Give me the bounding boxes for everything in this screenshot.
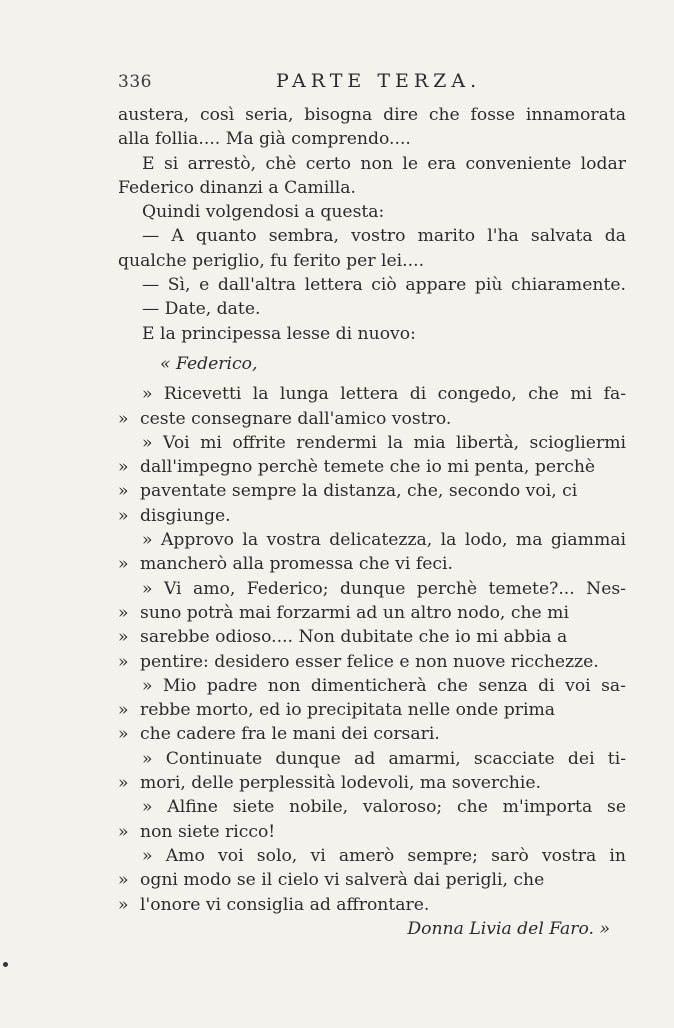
text-line: alla follia.... Ma già comprendo.... <box>118 129 411 150</box>
margin-quote: » <box>118 870 129 891</box>
margin-quote: » <box>118 481 129 502</box>
text-line: qualche periglio, fu ferito per lei.... <box>118 250 425 271</box>
book-page <box>118 70 626 941</box>
letter-line: » Voi mi offrite rendermi la mia libertà, sciogliermi <box>142 432 626 453</box>
letter-line <box>118 722 626 746</box>
letter-line-text: suno potrà mai forzarmi ad un altro nodo, che mi <box>140 602 569 623</box>
letter-line <box>118 868 626 892</box>
letter-line-text: mori, delle perplessità lodevoli, ma soverchie. <box>140 773 542 794</box>
margin-quote: » <box>118 602 129 623</box>
letter-line-text: ceste consegnare dall'amico vostro. <box>140 408 452 429</box>
letter-line <box>118 650 626 674</box>
text-line: E si arrestò, chè certo non le era conveniente lodar <box>142 153 626 174</box>
letter-line <box>118 504 626 528</box>
margin-quote: » <box>118 505 129 526</box>
letter-line: » Mio padre non dimenticherà che senza di voi sa- <box>142 675 626 696</box>
margin-quote: » <box>118 457 129 478</box>
page-header <box>118 70 626 98</box>
letter-line-text: l'onore vi consiglia ad affrontare. <box>140 894 430 915</box>
letter-line <box>118 625 626 649</box>
margin-quote: » <box>118 408 129 429</box>
margin-quote: » <box>118 894 129 915</box>
letter-line-text: mancherò alla promessa che vi feci. <box>140 554 453 575</box>
text-line: Federico dinanzi a Camilla. <box>118 177 356 198</box>
letter-line <box>118 407 626 431</box>
letter-line-text: sarebbe odioso.... Non dubitate che io mi abbia a <box>140 627 568 648</box>
letter-line <box>118 552 626 576</box>
letter-line-text: ogni modo se il cielo vi salverà dai perigli, che <box>140 870 545 891</box>
letter-line-text: rebbe morto, ed io precipitata nelle onde prima <box>140 700 555 721</box>
letter-line <box>118 820 626 844</box>
letter-line: » Amo voi solo, vi amerò sempre; sarò vostra in <box>142 845 626 866</box>
letter-line: » Approvo la vostra delicatezza, la lodo, ma giammai <box>142 530 626 551</box>
margin-quote: » <box>118 773 129 794</box>
margin-quote: » <box>118 651 129 672</box>
letter-line-text: che cadere fra le mani dei corsari. <box>140 724 440 745</box>
letter-line: » Ricevetti la lunga lettera di congedo, che mi fa- <box>142 384 626 405</box>
text-line: Quindi volgendosi a questa: <box>142 202 385 223</box>
margin-quote: » <box>118 627 129 648</box>
letter-line-text: disgiunge. <box>140 505 231 526</box>
text-line: E la principessa lesse di nuovo: <box>142 323 416 344</box>
letter-salutation: « Federico, <box>160 353 258 374</box>
letter-line <box>118 479 626 503</box>
margin-quote: » <box>118 700 129 721</box>
ink-speck <box>3 962 8 967</box>
letter-line-text: pentire: desidero esser felice e non nuove ricchezze. <box>140 651 599 672</box>
text-line: — Sì, e dall'altra lettera ciò appare più chiaramente. <box>142 275 626 296</box>
letter-line-text: paventate sempre la distanza, che, secondo voi, ci <box>140 481 578 502</box>
running-title: PARTE TERZA. <box>276 70 482 92</box>
letter-line: » Alfine siete nobile, valoroso; che m'importa se <box>142 797 626 818</box>
letter-line: » Continuate dunque ad amarmi, scacciate dei ti- <box>142 748 626 769</box>
body-text <box>118 103 626 941</box>
letter-line <box>118 698 626 722</box>
letter-line-text: dall'impegno perchè temete che io mi penta, perchè <box>140 457 596 478</box>
text-line: austera, così seria, bisogna dire che fosse innamorata <box>118 105 626 125</box>
letter-line <box>118 455 626 479</box>
text-line: — A quanto sembra, vostro marito l'ha salvata da <box>142 226 626 247</box>
letter-line <box>118 601 626 625</box>
margin-quote: » <box>118 554 129 575</box>
margin-quote: » <box>118 724 129 745</box>
letter-line: » Vi amo, Federico; dunque perchè temete?... Nes- <box>142 578 626 599</box>
letter-line <box>118 771 626 795</box>
letter-line <box>118 893 626 917</box>
letter-line-text: non siete ricco! <box>140 821 276 842</box>
letter-signature: Donna Livia del Faro. » <box>407 918 610 939</box>
text-line: — Date, date. <box>142 299 261 320</box>
margin-quote: » <box>118 821 129 842</box>
page-number: 336 <box>118 72 152 92</box>
